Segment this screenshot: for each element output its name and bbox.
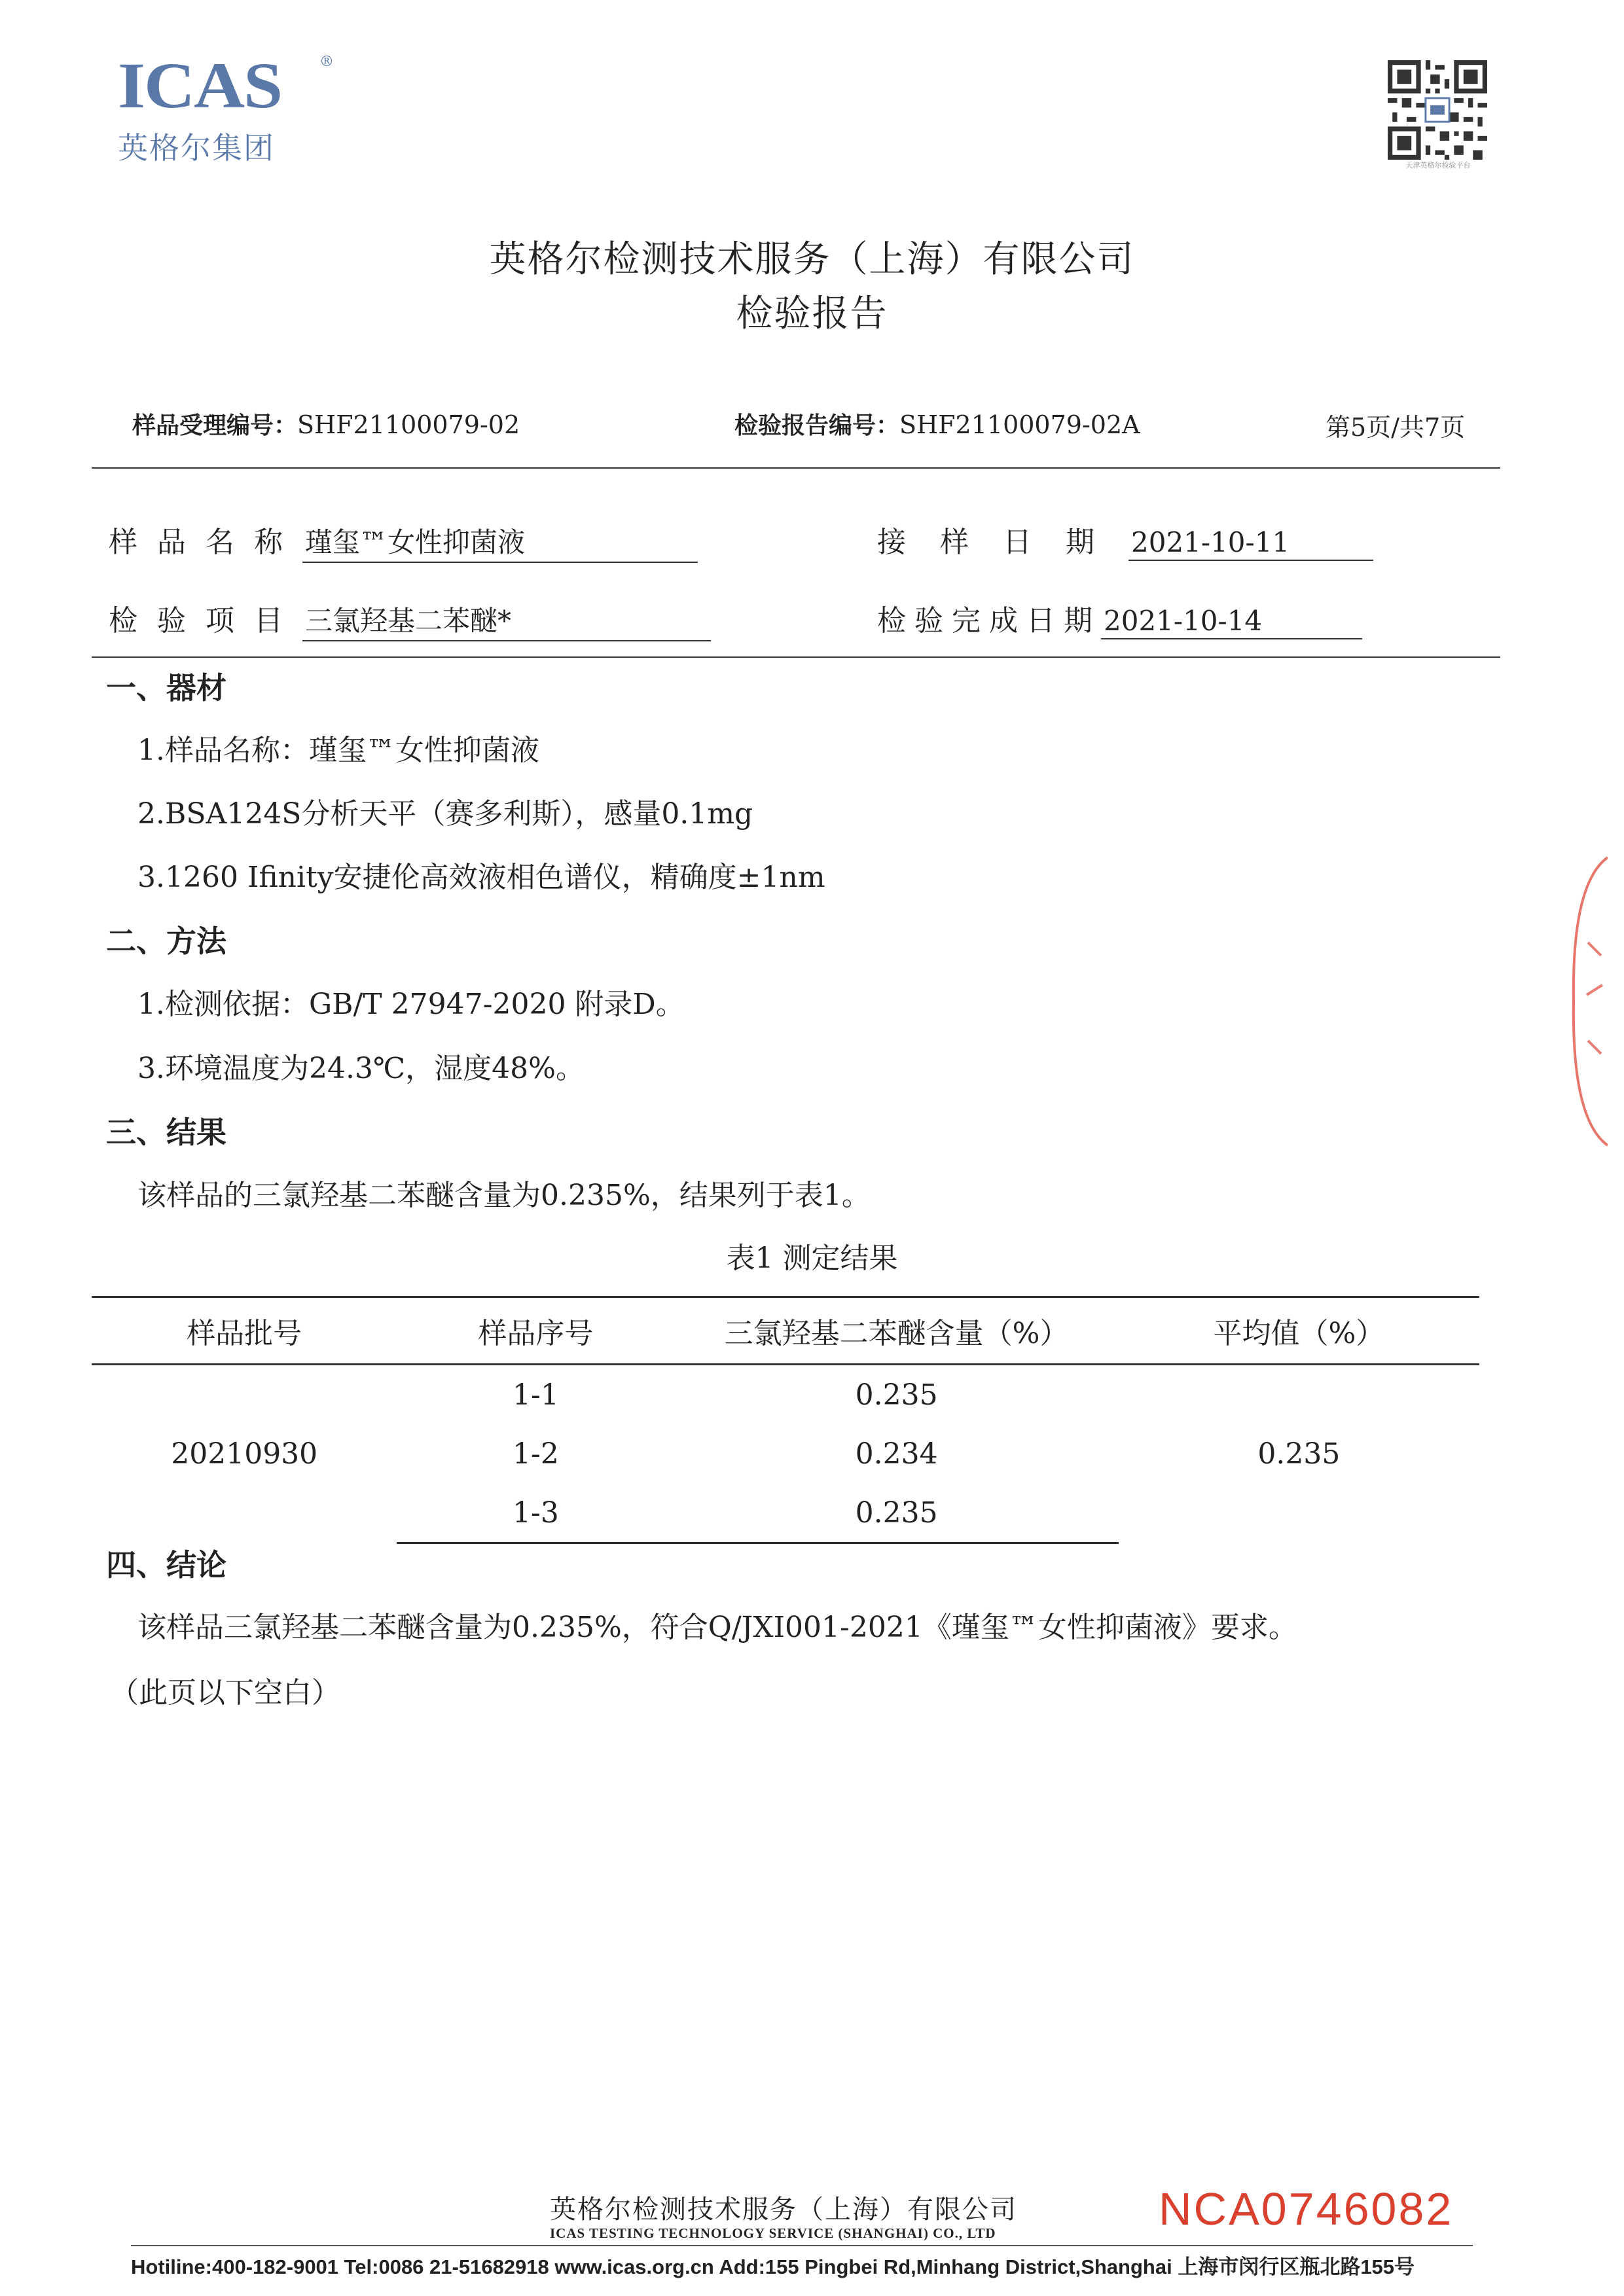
conclusion-heading: 四、结论 — [106, 1547, 226, 1583]
conclusion-text: 该样品三氯羟基二苯醚含量为0.235%，符合Q/JXI001-2021《瑾玺™女性抑菌液》要求。 — [137, 1611, 1297, 1644]
table-row — [92, 1365, 1479, 1425]
official-seal-stamp — [1568, 844, 1608, 1158]
page-number: 第5页/共7页 — [1326, 413, 1466, 442]
table-header: 样品批号 — [92, 1297, 397, 1365]
company-logo — [118, 50, 340, 168]
receive-date-field — [877, 518, 1373, 561]
finish-date-field — [877, 597, 1362, 639]
table-header: 平均值（%） — [1119, 1297, 1479, 1365]
equipment-item: 3.1260 Ifinity安捷伦高效液相色谱仪，精确度±1nm — [137, 861, 825, 894]
sample-receipt-number — [132, 407, 520, 440]
equipment-item: 1.样品名称：瑾玺™女性抑菌液 — [137, 734, 539, 767]
logo-registered-mark: ® — [319, 54, 334, 70]
content-value-cell: 0.234 — [855, 1437, 938, 1471]
qr-code-icon — [1388, 60, 1487, 160]
average-cell: 0.235 — [1257, 1437, 1341, 1471]
sample-name-value: 瑾玺™女性抑菌液 — [302, 521, 698, 563]
result-heading: 三、结果 — [106, 1115, 226, 1150]
company-title: 英格尔检测技术服务（上海）有限公司 — [489, 238, 1135, 281]
report-title: 检验报告 — [736, 293, 888, 335]
sample-seq-cell: 1-1 — [512, 1378, 559, 1412]
footer-contact-info: Hotiline:400-182-9001 Tel:0086 21-51682918 www.icas.org.cn Add:155 Pingbei Rd,Minhang District,Shanghai 上海市闵行区瓶北路155号 — [131, 2255, 1415, 2278]
serial-number: NCA0746082 — [1159, 2183, 1454, 2234]
content-value-cell: 0.235 — [855, 1378, 938, 1412]
table-header-row — [92, 1297, 1479, 1365]
method-item: 1.检测依据：GB/T 27947-2020 附录D。 — [137, 988, 685, 1021]
equipment-item: 2.BSA124S分析天平（赛多利斯），感量0.1mg — [137, 797, 753, 831]
batch-number-cell: 20210930 — [171, 1437, 318, 1471]
result-text: 该样品的三氯羟基二苯醚含量为0.235%，结果列于表1。 — [137, 1179, 871, 1212]
sample-name-label: 样品名称 — [109, 526, 302, 559]
sample-name-field — [109, 518, 698, 563]
footer-company-en: ICAS TESTING TECHNOLOGY SERVICE (SHANGHAI) CO., LTD — [550, 2225, 996, 2241]
test-item-field — [109, 597, 711, 641]
method-heading: 二、方法 — [106, 924, 226, 959]
info-divider — [92, 656, 1500, 658]
qr-caption: 天津英格尔检验平台 — [1405, 161, 1471, 170]
footer-divider — [131, 2245, 1473, 2246]
sample-seq-cell: 1-2 — [512, 1437, 559, 1471]
report-number-value: SHF21100079-02A — [899, 410, 1140, 439]
result-table — [92, 1296, 1479, 1544]
receive-date-value: 2021-10-11 — [1128, 526, 1373, 561]
header-divider — [92, 467, 1500, 469]
sample-receipt-number-value: SHF21100079-02 — [297, 410, 520, 439]
report-number-label: 检验报告编号： — [734, 412, 900, 439]
logo-group-name: 英格尔集团 — [118, 130, 275, 166]
table-header: 三氯羟基二苯醚含量（%） — [674, 1297, 1118, 1365]
equipment-heading: 一、器材 — [106, 670, 226, 706]
blank-note: （此页以下空白） — [110, 1676, 340, 1710]
test-item-value: 三氯羟基二苯醚* — [302, 600, 711, 641]
receive-date-label: 接样日期 — [877, 526, 1128, 559]
table-header: 样品序号 — [397, 1297, 674, 1365]
logo-brand: ICAS — [118, 50, 282, 122]
finish-date-value: 2021-10-14 — [1101, 605, 1362, 639]
report-number — [734, 407, 1140, 440]
sample-receipt-number-label: 样品受理编号： — [132, 412, 298, 439]
footer-company-cn: 英格尔检测技术服务（上海）有限公司 — [550, 2195, 1017, 2225]
content-value-cell: 0.235 — [674, 1483, 1118, 1543]
method-item: 3.环境温度为24.3℃，湿度48%。 — [137, 1052, 585, 1085]
finish-date-label: 检验完成日期 — [877, 604, 1101, 637]
table-caption: 表1 测定结果 — [726, 1242, 898, 1275]
test-item-label: 检验项目 — [109, 604, 302, 637]
sample-seq-cell: 1-3 — [397, 1483, 674, 1543]
